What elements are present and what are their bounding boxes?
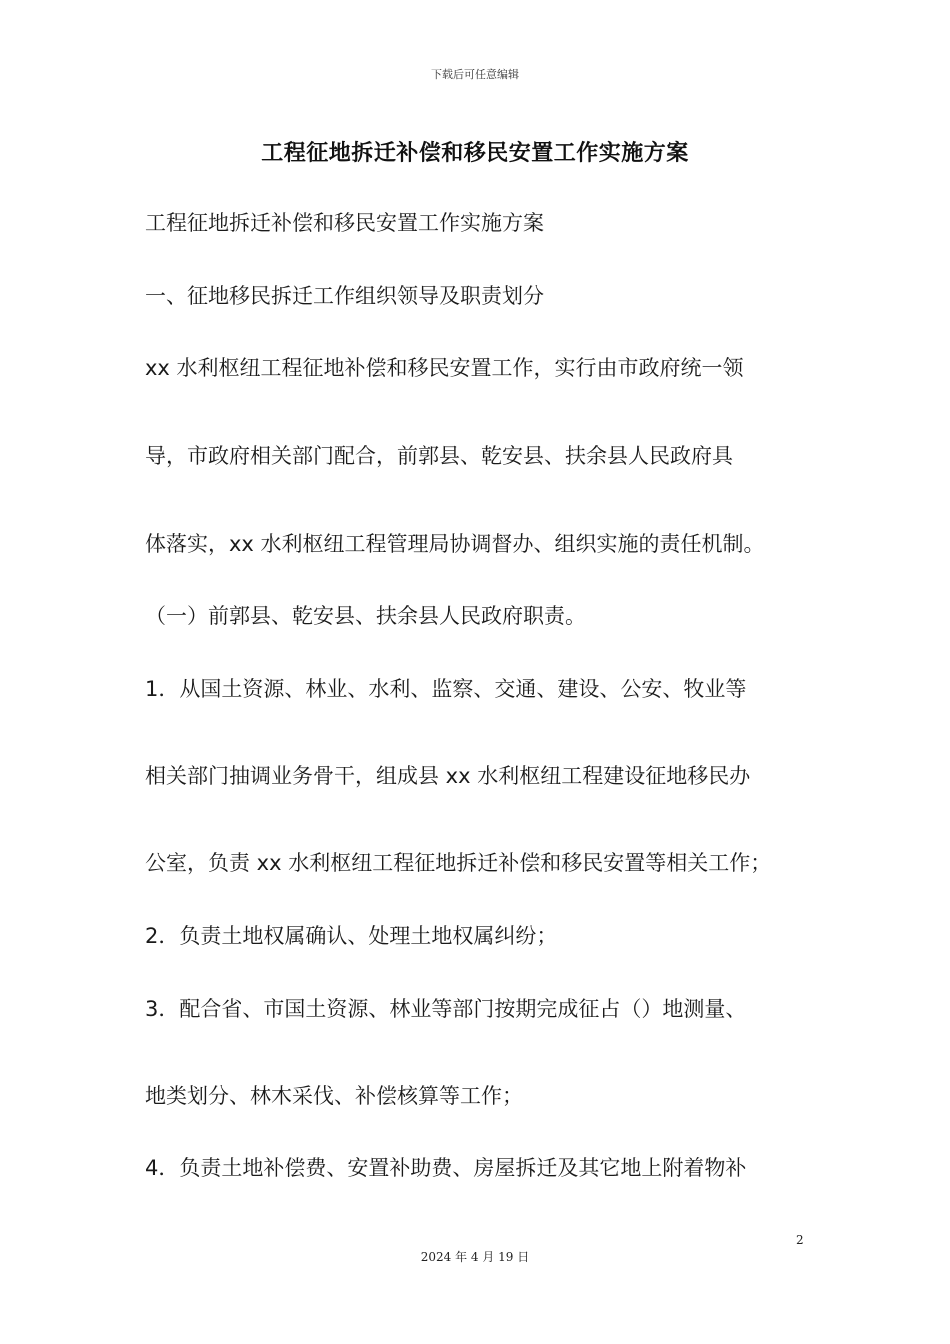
document-title: 工程征地拆迁补偿和移民安置工作实施方案	[261, 141, 689, 166]
body-line: xx 水利枢纽工程征地补偿和移民安置工作，实行由市政府统一领	[145, 356, 744, 380]
body-line: 地类划分、林木采伐、补偿核算等工作；	[145, 1084, 523, 1108]
body-line: 导，市政府相关部门配合，前郭县、乾安县、扶余县人民政府具	[145, 444, 733, 468]
section-heading: 一、征地移民拆迁工作组织领导及职责划分	[145, 284, 544, 308]
body-line: 体落实，xx 水利枢纽工程管理局协调督办、组织实施的责任机制。	[145, 532, 765, 556]
list-item: 2．负责土地权属确认、处理土地权属纠纷；	[145, 924, 558, 948]
subsection-heading: （一）前郭县、乾安县、扶余县人民政府职责。	[145, 604, 586, 628]
page-number: 2	[796, 1233, 804, 1247]
body-line: 工程征地拆迁补偿和移民安置工作实施方案	[145, 211, 544, 235]
header-note: 下载后可任意编辑	[431, 68, 519, 81]
footer-date: 2024 年 4 月 19 日	[420, 1250, 530, 1264]
list-item: 3．配合省、市国土资源、林业等部门按期完成征占（）地测量、	[145, 997, 747, 1021]
body-line: 相关部门抽调业务骨干，组成县 xx 水利枢纽工程建设征地移民办	[145, 764, 751, 788]
body-line: 公室，负责 xx 水利枢纽工程征地拆迁补偿和移民安置等相关工作；	[145, 851, 772, 875]
list-item: 4．负责土地补偿费、安置补助费、房屋拆迁及其它地上附着物补	[145, 1156, 747, 1180]
list-item: 1．从国土资源、林业、水利、监察、交通、建设、公安、牧业等	[145, 677, 747, 701]
